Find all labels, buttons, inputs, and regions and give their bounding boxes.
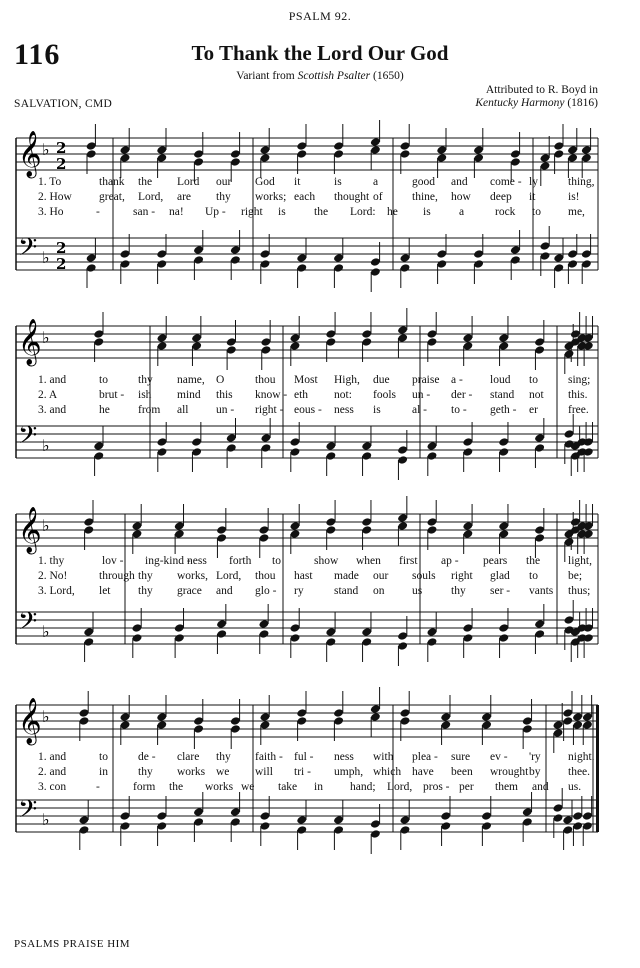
lyric-syllable: thou [255,570,276,582]
lyric-syllable: 1. and [38,374,67,386]
lyric-syllable: stand [334,585,359,597]
lyric-syllable: souls [412,570,436,582]
bass-clef-icon: 𝄢 [18,233,38,268]
lyric-syllable: 2. A [38,389,58,401]
treble-clef-icon: 𝄞 [18,507,42,553]
lyric-syllable: pros - [423,781,450,793]
flat-icon: ♭ [42,810,50,829]
lyric-syllable: works, [177,570,208,582]
treble-staff [16,705,598,737]
lyric-syllable: Up - [205,206,226,218]
lyric-syllable: umph, [334,766,364,778]
lyric-syllable: ing-kind - [145,555,191,567]
treble-clef-icon: 𝄞 [18,698,42,744]
lyric-syllable: thy [138,374,153,386]
lyric-syllable: are [177,191,192,203]
lyric-syllable: have [412,766,434,778]
lyric-syllable: good [412,176,435,188]
lyric-syllable: he [387,206,398,218]
lyric-syllable: deep [490,191,512,203]
lyric-syllable: will [255,766,273,778]
lyric-syllable: Lord: [350,206,376,218]
lyric-syllable: the [169,781,184,793]
lyric-syllable: a - [451,374,463,386]
lyric-syllable: we [216,766,230,778]
lyric-syllable: O [216,374,225,386]
flat-icon: ♭ [42,516,50,535]
lyric-syllable: ness [334,751,354,763]
lyric-syllable: is [373,404,381,416]
attribution-line: Attributed to R. Boyd in [485,84,598,96]
lyric-syllable: er [529,404,538,416]
lyric-syllable: show [314,555,339,567]
lyric-syllable: sure [451,751,471,763]
lyric-syllable: it [294,176,301,188]
lyric-syllable: due [373,374,390,386]
lyric-syllable: he [99,404,110,416]
lyric-syllable: fools [373,389,396,401]
lyric-syllable: per [459,781,474,793]
lyric-syllable: come - [490,176,522,188]
lyric-syllable: know - [255,389,288,401]
lyric-syllable: plea - [412,751,438,763]
lyric-syllable: ful - [294,751,314,763]
lyric-syllable: thy [138,766,153,778]
flat-icon: ♭ [42,436,50,455]
treble-clef-icon: 𝄞 [18,319,42,365]
lyric-syllable: not: [334,389,352,401]
lyric-syllable: Most [294,374,318,386]
lyric-syllable: to [532,206,541,218]
flat-icon: ♭ [42,140,50,159]
lyric-syllable: Lord, [138,191,164,203]
lyric-syllable: hast [294,570,313,582]
time-signature: 2 [56,239,67,257]
lyric-line [0,570,640,585]
bass-clef-icon: 𝄢 [18,795,38,830]
bass-clef-icon: 𝄢 [18,421,38,456]
lyric-syllable: each [294,191,316,203]
lyric-syllable: 'ry [529,751,541,763]
lyric-syllable: thy [138,585,153,597]
lyric-syllable: a [459,206,465,218]
lyric-syllable: sing; [568,374,591,386]
lyric-syllable: in [314,781,323,793]
lyric-syllable: not [529,389,544,401]
lyric-syllable: to [99,374,108,386]
lyric-syllable: take [278,781,298,793]
lyric-syllable: thing, [568,176,595,188]
lyric-syllable: is [423,206,431,218]
psalm-reference: PSALM 92. [288,9,352,23]
lyric-syllable: 3. Lord, [38,585,75,597]
lyric-syllable: ness [187,555,207,567]
lyric-syllable: when [356,555,381,567]
treble-staff [16,514,598,546]
lyric-syllable: through [99,570,135,582]
lyric-syllable: Lord, [216,570,242,582]
lyric-syllable: in [99,766,108,778]
lyric-syllable: der - [451,389,473,401]
time-signature: 2 [56,139,67,157]
lyric-syllable: and [216,585,233,597]
lyric-line [0,206,640,221]
lyric-line [0,176,640,191]
lyric-syllable: we [241,781,255,793]
variant-year: (1650) [370,70,404,82]
hymn-number: 116 [14,38,61,71]
lyric-line [0,555,640,570]
lyric-syllable: forth [229,555,252,567]
lyric-syllable: made [334,570,359,582]
lyric-syllable: is [278,206,286,218]
lyric-syllable: na! [169,206,184,218]
lyric-syllable: Lord [177,176,200,188]
time-signature: 2 [56,255,67,273]
lyric-syllable: thank [99,176,125,188]
lyric-syllable: clare [177,751,200,763]
lyric-syllable: mind [177,389,201,401]
variant-source: Scottish Psalter [297,70,371,82]
lyric-syllable: works [205,781,234,793]
lyric-syllable: 2. and [38,766,67,778]
lyric-line [0,389,640,404]
lyric-syllable: God [255,176,275,188]
lyric-syllable: right - [255,404,284,416]
lyric-line [0,585,640,600]
lyric-syllable: to [529,374,538,386]
lyric-syllable: tri - [294,766,311,778]
lyric-line [0,374,640,389]
lyric-syllable: thy [216,751,231,763]
lyric-syllable: ish [138,389,152,401]
lyric-syllable: 1. To [38,176,62,188]
time-signature: 2 [56,155,67,173]
lyric-syllable: night. [568,751,595,763]
lyric-syllable: to [272,555,281,567]
lyric-syllable: been [451,766,473,778]
lyric-syllable: is [334,176,342,188]
lyric-syllable: them [495,781,518,793]
lyric-syllable: faith - [255,751,283,763]
lyric-syllable: and [532,781,549,793]
variant-prefix: Variant from [236,70,298,82]
flat-icon: ♭ [42,248,50,267]
lyric-syllable: our [216,176,232,188]
lyric-syllable: thou [255,374,276,386]
lyric-line [0,751,640,766]
attribution-source: Kentucky Harmony [475,97,565,109]
lyric-line [0,404,640,419]
attribution-source-line [475,97,598,110]
lyric-syllable: 1. thy [38,555,65,567]
lyric-syllable: san - [133,206,156,218]
lyric-syllable: thee. [568,766,591,778]
lyric-syllable: on [373,585,385,597]
lyric-syllable: all [177,404,189,416]
lyric-syllable: 3. Ho [38,206,64,218]
hymn-title: To Thank the Lord Our God [191,41,449,65]
lyric-syllable: 1. and [38,751,67,763]
lyric-syllable: glo - [255,585,277,597]
lyric-syllable: de - [138,751,156,763]
lyric-syllable: - [96,781,100,793]
lyric-syllable: this [216,389,233,401]
lyric-syllable: which [373,766,402,778]
lyric-syllable: great, [99,191,125,203]
lyric-syllable: be; [568,570,583,582]
lyric-syllable: first [399,555,418,567]
lyric-syllable: thy [451,585,466,597]
treble-clef-icon: 𝄞 [18,131,42,177]
lyric-syllable: 3. con [38,781,67,793]
lyric-syllable: vants [529,585,554,597]
flat-icon: ♭ [42,622,50,641]
lyric-syllable: 3. and [38,404,67,416]
lyric-syllable: of [373,191,383,203]
lyric-syllable: to [529,570,538,582]
lyric-syllable: it [529,191,536,203]
lyric-syllable: the [526,555,541,567]
lyric-syllable: al - [412,404,428,416]
lyric-syllable: ness [334,404,354,416]
attribution [475,84,598,110]
lyric-syllable: Lord, [387,781,413,793]
lyric-syllable: me, [568,206,585,218]
lyric-syllable: us. [568,781,582,793]
lyric-syllable: ly [529,176,538,188]
bass-clef-icon: 𝄢 [18,607,38,642]
lyric-syllable: eous - [294,404,322,416]
lyric-syllable: is! [568,191,580,203]
lyric-syllable: pears [483,555,508,567]
flat-icon: ♭ [42,328,50,347]
footer-text: PSALMS PRAISE HIM [14,938,131,950]
lyric-syllable: wrought [490,766,529,778]
lyric-syllable: ser - [490,585,511,597]
lyric-syllable: thy [216,191,231,203]
lyric-syllable: geth - [490,404,517,416]
lyric-syllable: light, [568,555,592,567]
lyric-syllable: rock [495,206,516,218]
lyric-syllable: let [99,585,111,597]
lyric-syllable: with [373,751,394,763]
lyric-syllable: to [99,751,108,763]
variant-note [0,70,640,82]
lyric-syllable: form [133,781,156,793]
lyric-syllable: thine, [412,191,438,203]
lyric-syllable: hand; [350,781,376,793]
lyric-syllable: lov - [102,555,124,567]
lyric-syllable: praise [412,374,440,386]
attribution-year: (1816) [564,97,598,109]
flat-icon: ♭ [42,707,50,726]
bass-staff [16,612,598,644]
lyric-syllable: thus; [568,585,591,597]
lyric-syllable: thought [334,191,370,203]
lyric-syllable: ev - [490,751,508,763]
lyric-line [0,766,640,781]
lyric-syllable: glad [490,570,510,582]
lyric-syllable: - [96,206,100,218]
lyric-syllable: High, [334,374,360,386]
lyric-syllable: 2. How [38,191,72,203]
lyric-syllable: this. [568,389,588,401]
lyric-syllable: the [314,206,329,218]
lyric-syllable: un - [216,404,235,416]
bass-staff [16,800,598,832]
lyric-syllable: right [241,206,263,218]
lyric-syllable: our [373,570,389,582]
lyric-syllable: eth [294,389,309,401]
lyric-syllable: how [451,191,471,203]
lyric-syllable: right [451,570,473,582]
lyric-syllable: un - [412,389,431,401]
lyric-line [0,781,640,796]
lyric-syllable: brut - [99,389,125,401]
tune-name: SALVATION, CMD [14,98,113,110]
lyric-syllable: the [138,176,153,188]
lyric-syllable: by [529,766,541,778]
lyric-syllable: ry [294,585,304,597]
lyric-syllable: and [451,176,468,188]
lyric-syllable: free. [568,404,589,416]
lyric-syllable: grace [177,585,202,597]
lyric-syllable: name, [177,374,205,386]
lyric-syllable: a [373,176,379,188]
lyric-syllable: 2. No! [38,570,68,582]
lyric-syllable: works [177,766,206,778]
lyric-syllable: from [138,404,161,416]
lyric-syllable: to - [451,404,467,416]
lyric-syllable: works; [255,191,287,203]
lyric-syllable: stand [490,389,515,401]
lyric-syllable: ap - [441,555,459,567]
lyric-syllable: us [412,585,423,597]
lyric-syllable: thy [138,570,153,582]
lyric-line [0,191,640,206]
lyric-syllable: loud [490,374,511,386]
